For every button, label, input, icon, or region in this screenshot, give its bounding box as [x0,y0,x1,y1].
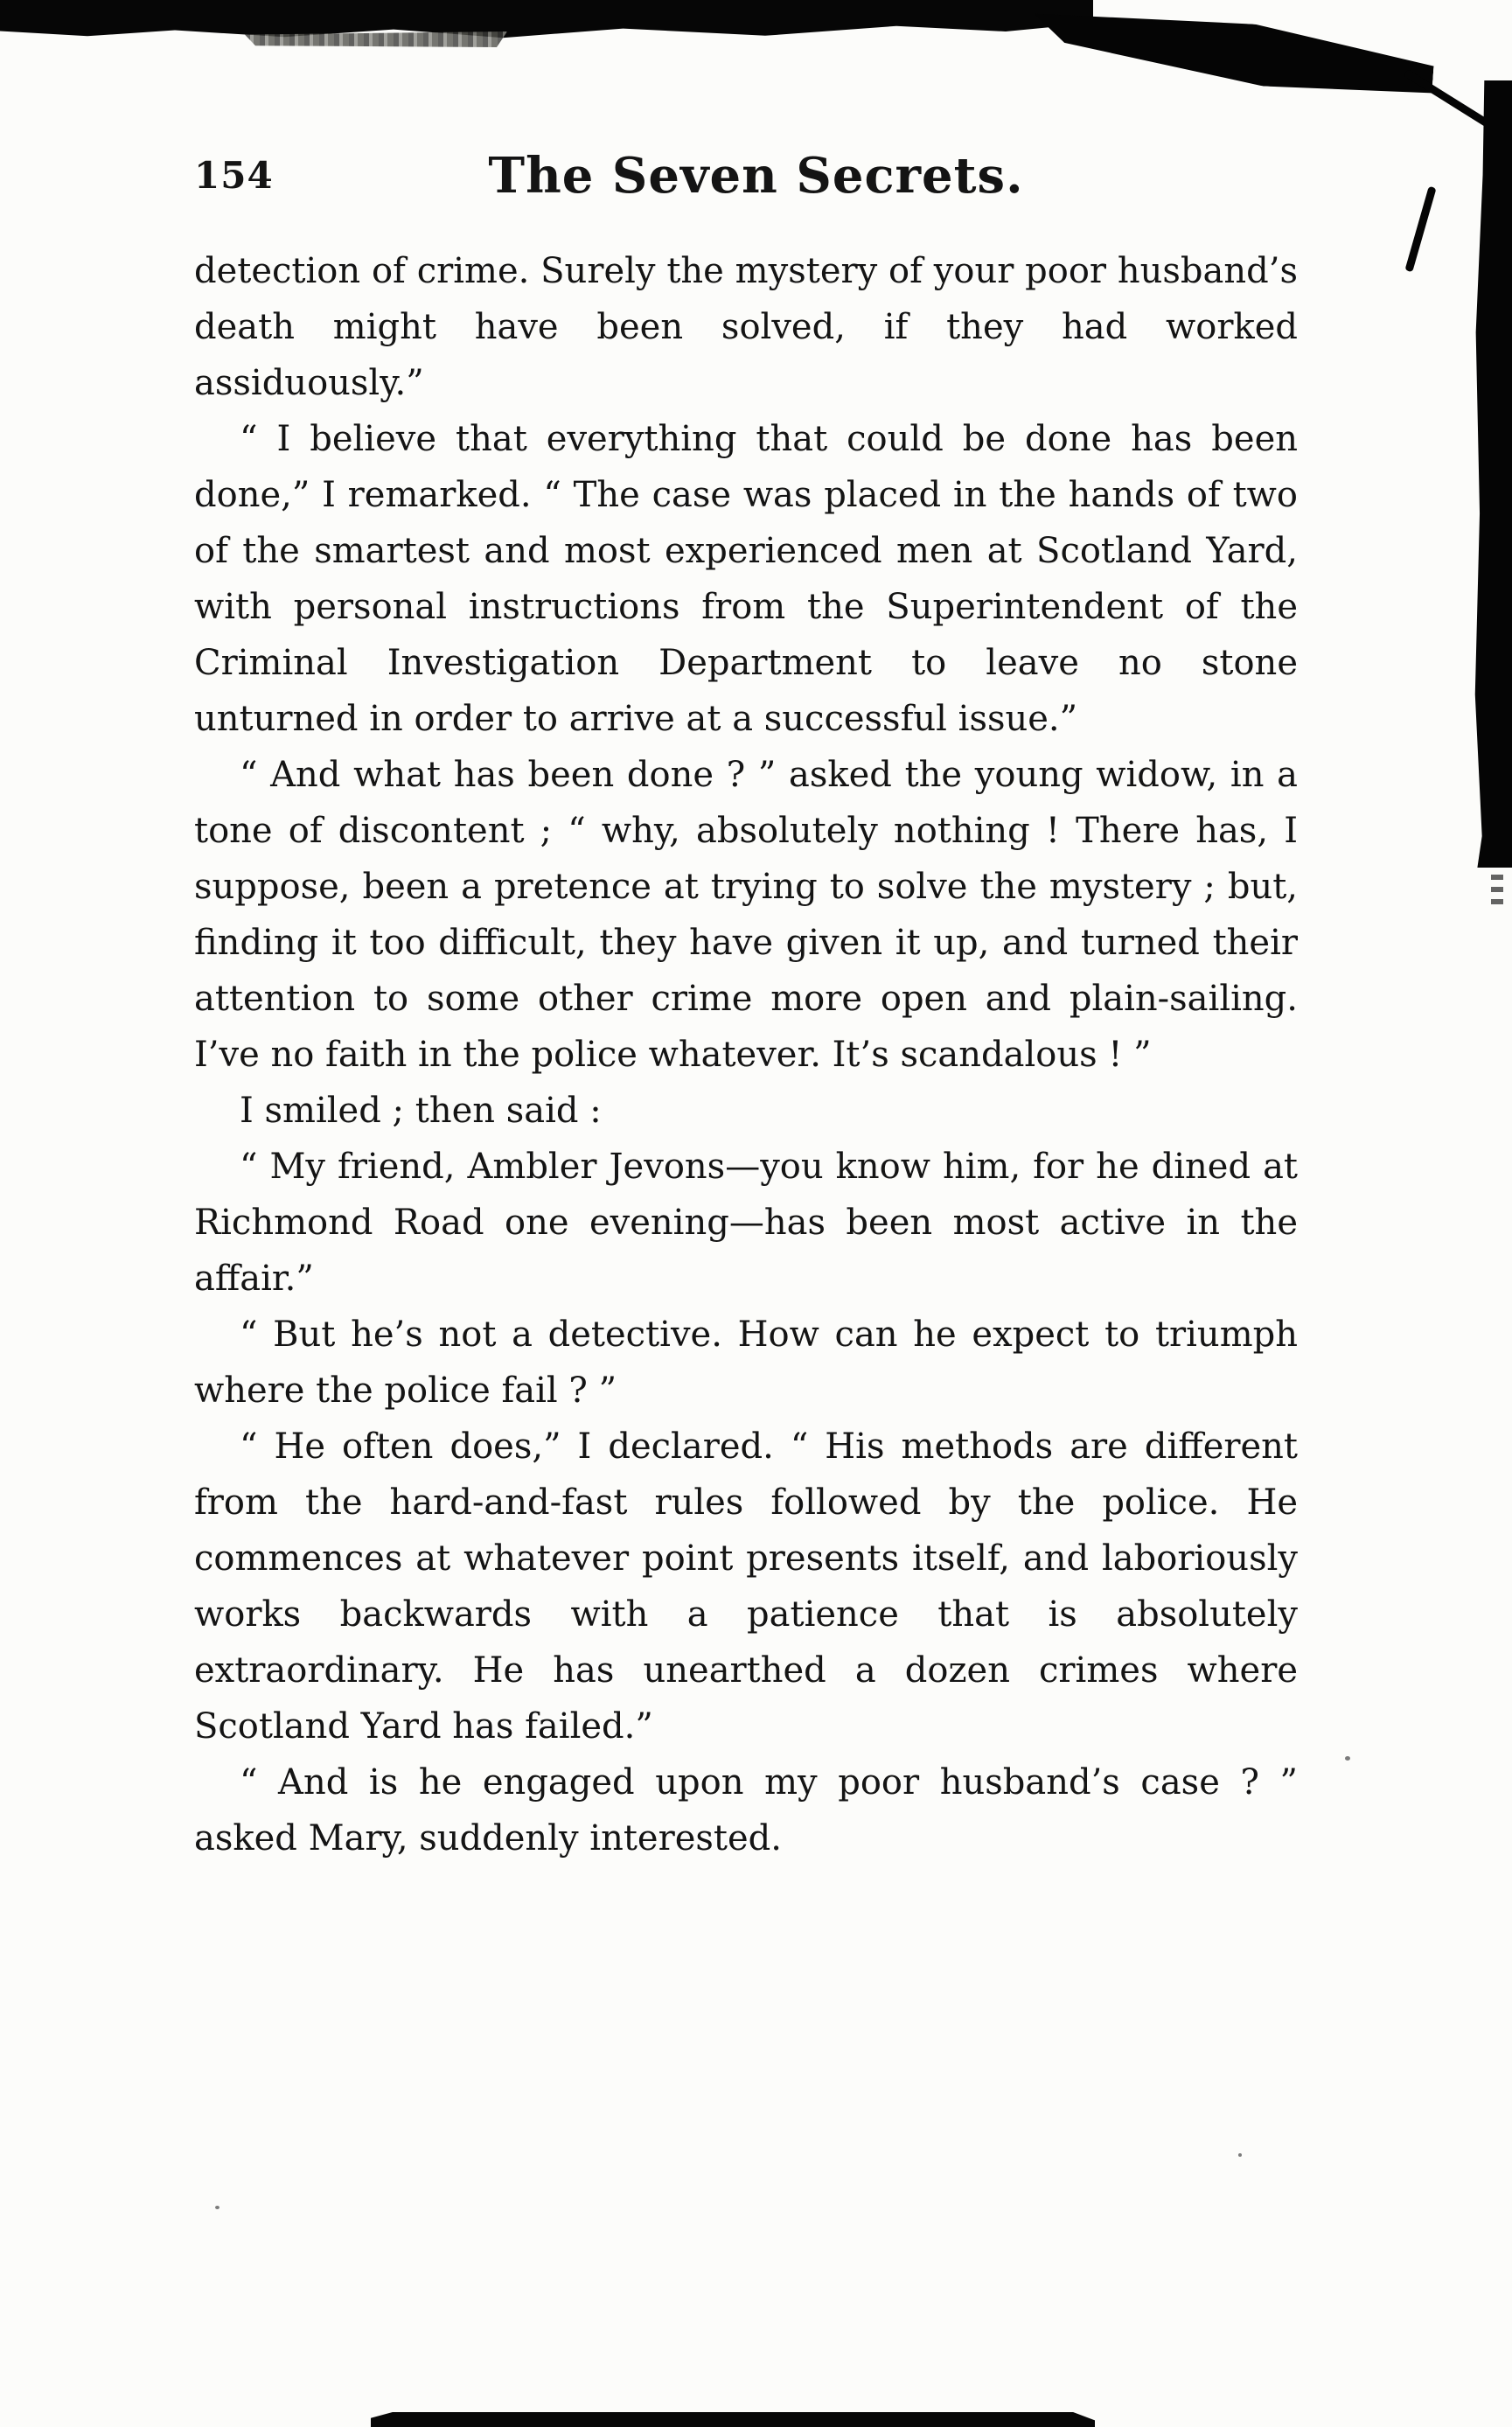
paragraph: “ And what has been done ? ” asked the young widow, in a tone of discontent ; “ why, absolutely nothing ! There has, I suppose, been a pretence at trying to solve the mystery ; but, finding it too difficult, they have given it up, and turned their attention to some other crime more open and plain-sailing. I’ve no faith in the police whatever. It’s scandalous ! ” [194,755,1298,1075]
page-title: The Seven Secrets. [488,147,1024,205]
scan-artifact-corner-hook [1404,186,1436,273]
scan-speck [1345,1756,1350,1761]
scan-artifact-bottom-bar [371,2412,1095,2427]
scan-artifact-right-ticks [1491,875,1503,910]
paragraph: “ I believe that everything that could be done has been done,” I remarked. “ The case was placed in the hands of two of the smartest and most experienced men at Scotland Yard, with personal instructions from the Superintendent of the Criminal Investigation Department to leave no stone unturned in order to arrive at a successful issue.” [194,419,1298,739]
paragraph: detection of crime. Surely the mystery of your poor husband’s death might have been solved, if they had worked assiduously.” [194,251,1298,403]
scan-artifact-corner-tail [1404,69,1497,131]
page-number: 154 [194,154,274,197]
body-text [194,243,1298,1866]
paragraph: “ But he’s not a detective. How can he expect to triumph where the police fail ? ” [194,1315,1298,1411]
scan-artifact-right-edge [1474,80,1512,868]
paragraph: “ He often does,” I declared. “ His methods are different from the hard-and-fast rules followed by the police. He commences at whatever point presents itself, and laboriously works backwards with a patience that is absolutely extraordinary. He has unearthed a dozen crimes where Scotland Yard has failed.” [194,1426,1298,1747]
paragraph: “ And is he engaged upon my poor husband’s case ? ” asked Mary, suddenly interested. [194,1762,1298,1859]
paragraph: I smiled ; then said : [240,1091,602,1131]
scan-speck [1238,2153,1242,2157]
paragraph: “ My friend, Ambler Jevons—you know him, for he dined at Richmond Road one evening—has been most active in the affair.” [194,1147,1298,1299]
page-header [194,0,1318,210]
scan-speck [215,2206,219,2209]
